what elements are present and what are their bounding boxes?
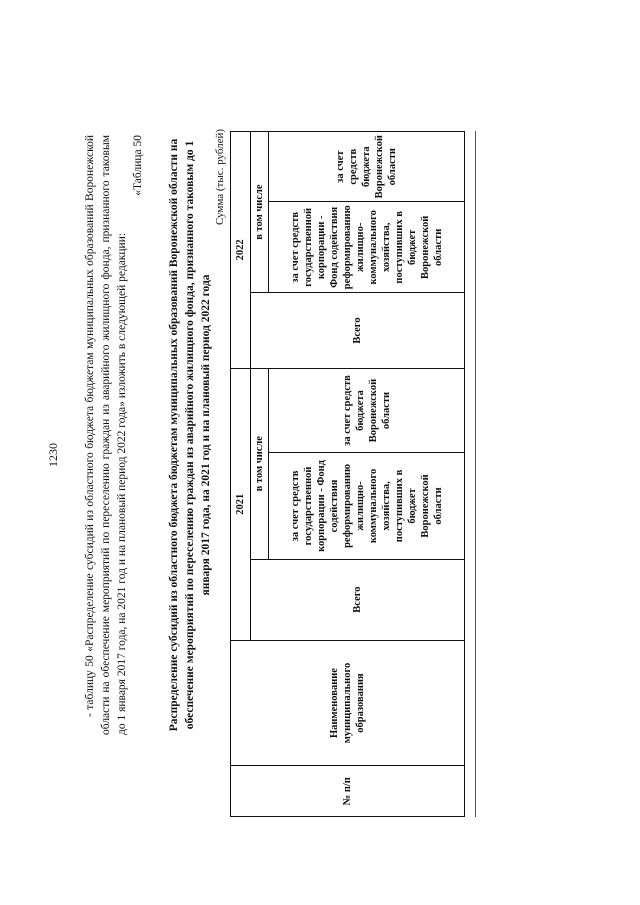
header-2021-fund: за счет средств государственной корпорации - Фонд содействия реформированию жилищно-коммунального хозяйства, поступивших в бюджет Воронежской области [269, 453, 465, 559]
header-municipality-name: Наименование муниципального образования [231, 640, 465, 766]
header-year-2021: 2021 [231, 368, 251, 640]
intro-text [82, 135, 146, 735]
header-2021-total: Всего [251, 559, 465, 640]
header-2022-including: в том числе [251, 132, 269, 293]
subsidy-table [230, 131, 465, 817]
table-label: «Таблица 50 [132, 135, 144, 196]
header-2022-total: Всего [251, 293, 465, 369]
units-note: Сумма (тыс. рублей) [214, 128, 226, 225]
header-row-number: № п/п [231, 766, 465, 817]
header-2021-region: за счет средств бюджета Воронежской области [269, 368, 465, 453]
page-number: 1230 [46, 443, 60, 467]
table-title: Распределение субсидий из областного бюджета бюджетам муниципальных образований Воронежской области на обеспечение мероприятий по переселению граждан из аварийного жилищного фонда, признанного таковым до 1 января 2017 года, на 2021 год и на плановый период 2022 года [168, 138, 212, 732]
intro-paragraph: - таблицу 50 «Распределение субсидий из областного бюджета бюджетам муниципальных образований Воронежской области на обеспечение мероприятий по переселению граждан из аварийного жилищного фонда, признанного таковым до 1 января 2017 года, на 2021 год и на плановый период 2022 года» изложить в следующей редакции: [84, 135, 128, 735]
header-2021-including: в том числе [251, 368, 269, 559]
header-2022-region: за счет средств бюджета Воронежской области [269, 132, 465, 202]
header-2022-fund: за счет средств государственной корпорации - Фонд содействия реформированию жилищно-коммунального хозяйства, поступивших в бюджет Воронежской области [269, 202, 465, 293]
page-bottom-rule [475, 131, 476, 817]
header-year-2022: 2022 [231, 132, 251, 369]
